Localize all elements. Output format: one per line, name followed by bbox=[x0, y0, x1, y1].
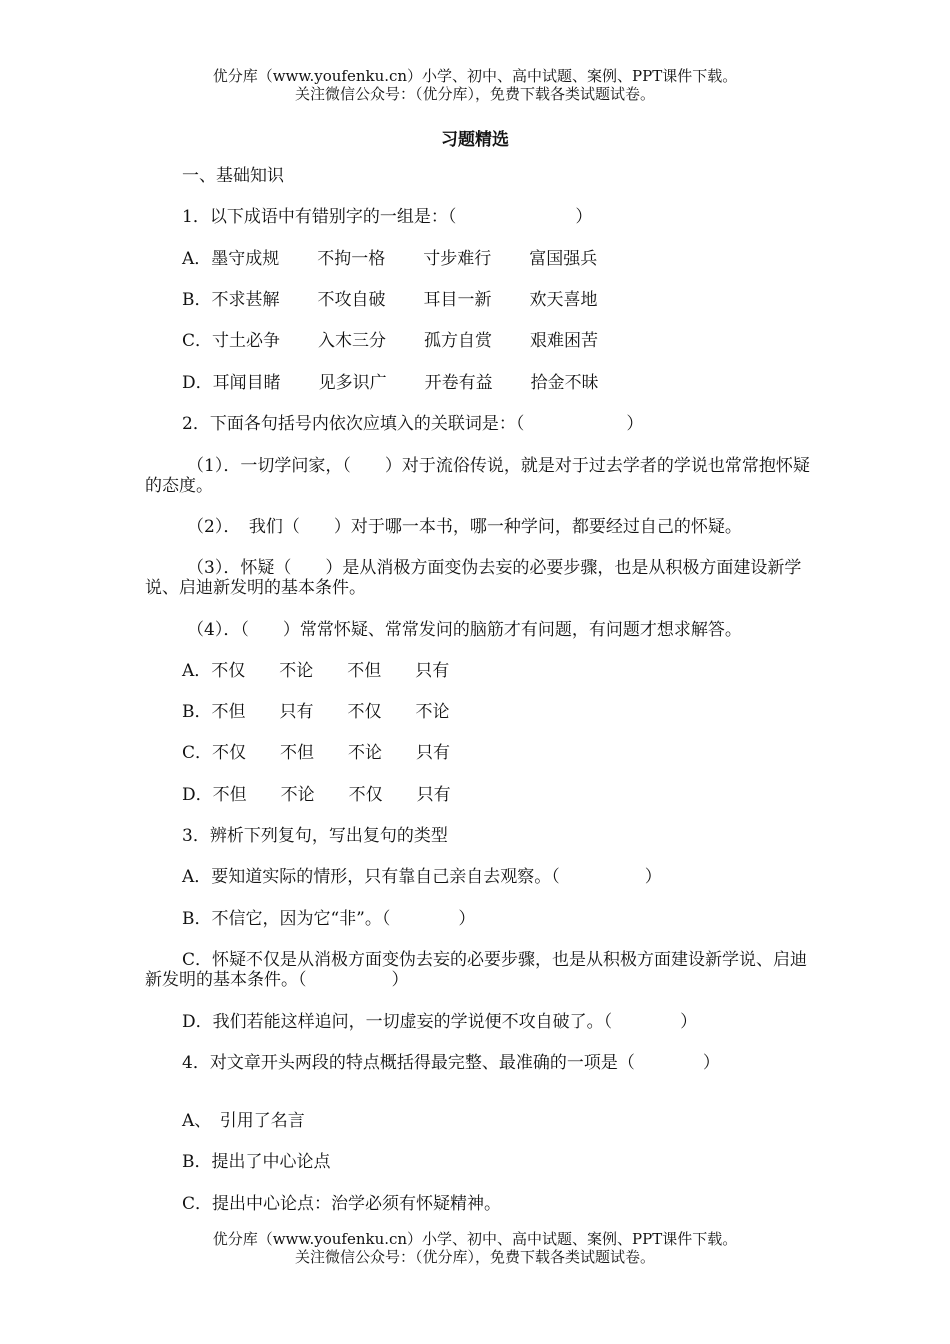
option-label: B． bbox=[182, 702, 212, 722]
option-label: B． bbox=[182, 290, 212, 310]
option-item: 见多识广 bbox=[318, 373, 387, 393]
q2-sentence-2: （2）． 我们（ ）对于哪一本书，哪一种学问，都要经过自己的怀疑。 bbox=[187, 517, 742, 537]
option-item: 耳目一新 bbox=[423, 290, 492, 310]
q4-stem: 4．对文章开头两段的特点概括得最完整、最准确的一项是（ ） bbox=[182, 1053, 720, 1073]
option-item: 墨守成规 bbox=[211, 249, 280, 269]
option-label: D． bbox=[182, 373, 213, 393]
option-item: 不仅 bbox=[348, 785, 383, 805]
q4-option-a: A、 引用了名言 bbox=[182, 1111, 305, 1131]
q2-option-c bbox=[182, 743, 450, 763]
option-item: 寸步难行 bbox=[423, 249, 492, 269]
q1-option-b bbox=[182, 290, 598, 310]
q2-option-b bbox=[182, 702, 450, 722]
option-item: 不论 bbox=[279, 661, 314, 681]
option-item: 耳闻目睹 bbox=[212, 373, 281, 393]
footer-line-1: 优分库（www.youfenku.cn）小学、初中、高中试题、案例、PPT课件下载。 bbox=[212, 1230, 738, 1248]
option-item: 孤方自赏 bbox=[424, 331, 493, 351]
option-item: 不仅 bbox=[211, 661, 246, 681]
option-item: 不但 bbox=[280, 743, 315, 763]
option-item: 不论 bbox=[348, 743, 383, 763]
option-item: 只有 bbox=[415, 661, 450, 681]
option-item: 富国强兵 bbox=[529, 249, 598, 269]
header-line-1: 优分库（www.youfenku.cn）小学、初中、高中试题、案例、PPT课件下载。 bbox=[212, 67, 738, 85]
q3-item-a: A．要知道实际的情形，只有靠自己亲自去观察。（ ） bbox=[182, 867, 662, 887]
option-item: 拾金不昧 bbox=[530, 373, 599, 393]
footer-line-2: 关注微信公众号：（优分库），免费下载各类试题试卷。 bbox=[294, 1248, 655, 1266]
page-title: 习题精选 bbox=[441, 130, 509, 150]
q2-sentence-1: （1）．一切学问家，（ ）对于流俗传说，就是对于过去学者的学说也常常抱怀疑的态度。 bbox=[145, 456, 810, 496]
q3-item-b: B．不信它，因为它“非”。（ ） bbox=[182, 909, 476, 929]
option-item: 不但 bbox=[212, 785, 247, 805]
option-item: 不仅 bbox=[347, 702, 382, 722]
option-item: 寸土必争 bbox=[212, 331, 281, 351]
q2-option-a bbox=[182, 661, 449, 681]
option-label: A． bbox=[182, 249, 212, 269]
q2-stem: 2．下面各句括号内依次应填入的关联词是：（ ） bbox=[182, 414, 644, 434]
q3-item-c: C．怀疑不仅是从消极方面变伪去妄的必要步骤，也是从积极方面建设新学说、启迪新发明的基本条件。（ ） bbox=[145, 950, 808, 990]
option-label: D． bbox=[182, 785, 213, 805]
option-item: 不但 bbox=[347, 661, 382, 681]
option-item: 不拘一格 bbox=[317, 249, 386, 269]
q1-stem: 1．以下成语中有错别字的一组是：（ ） bbox=[182, 207, 593, 227]
header-line-2: 关注微信公众号：（优分库），免费下载各类试题试卷。 bbox=[294, 85, 655, 103]
option-item: 不但 bbox=[211, 702, 246, 722]
option-item: 入木三分 bbox=[318, 331, 387, 351]
q2-option-d bbox=[182, 785, 451, 805]
q3-item-d: D．我们若能这样追问，一切虚妄的学说便不攻自破了。（ ） bbox=[182, 1012, 698, 1032]
option-item: 只有 bbox=[416, 785, 451, 805]
option-item: 不攻自破 bbox=[317, 290, 386, 310]
option-item: 不仅 bbox=[212, 743, 247, 763]
option-label: C． bbox=[182, 331, 213, 351]
q3-stem: 3．辨析下列复句，写出复句的类型 bbox=[182, 826, 448, 846]
option-label: C． bbox=[182, 743, 213, 763]
q1-option-d bbox=[182, 373, 599, 393]
option-item: 不求甚解 bbox=[211, 290, 280, 310]
q1-option-c bbox=[182, 331, 598, 351]
option-item: 只有 bbox=[416, 743, 451, 763]
option-item: 欢天喜地 bbox=[529, 290, 598, 310]
option-item: 只有 bbox=[279, 702, 314, 722]
q2-sentence-4: （4）．（ ）常常怀疑、常常发问的脑筋才有问题，有问题才想求解答。 bbox=[187, 620, 742, 640]
q2-sentence-3: （3）．怀疑（ ）是从消极方面变伪去妄的必要步骤，也是从积极方面建设新学说、启迪新发明的基本条件。 bbox=[145, 558, 802, 598]
section-heading: 一、基础知识 bbox=[182, 166, 284, 186]
option-item: 开卷有益 bbox=[424, 373, 493, 393]
option-item: 不论 bbox=[280, 785, 315, 805]
q4-option-b: B．提出了中心论点 bbox=[182, 1152, 331, 1172]
option-item: 不论 bbox=[415, 702, 450, 722]
option-label: A． bbox=[182, 661, 212, 681]
q1-option-a bbox=[182, 249, 597, 269]
option-item: 艰难困苦 bbox=[530, 331, 599, 351]
q4-option-c: C．提出中心论点：治学必须有怀疑精神。 bbox=[182, 1194, 502, 1214]
